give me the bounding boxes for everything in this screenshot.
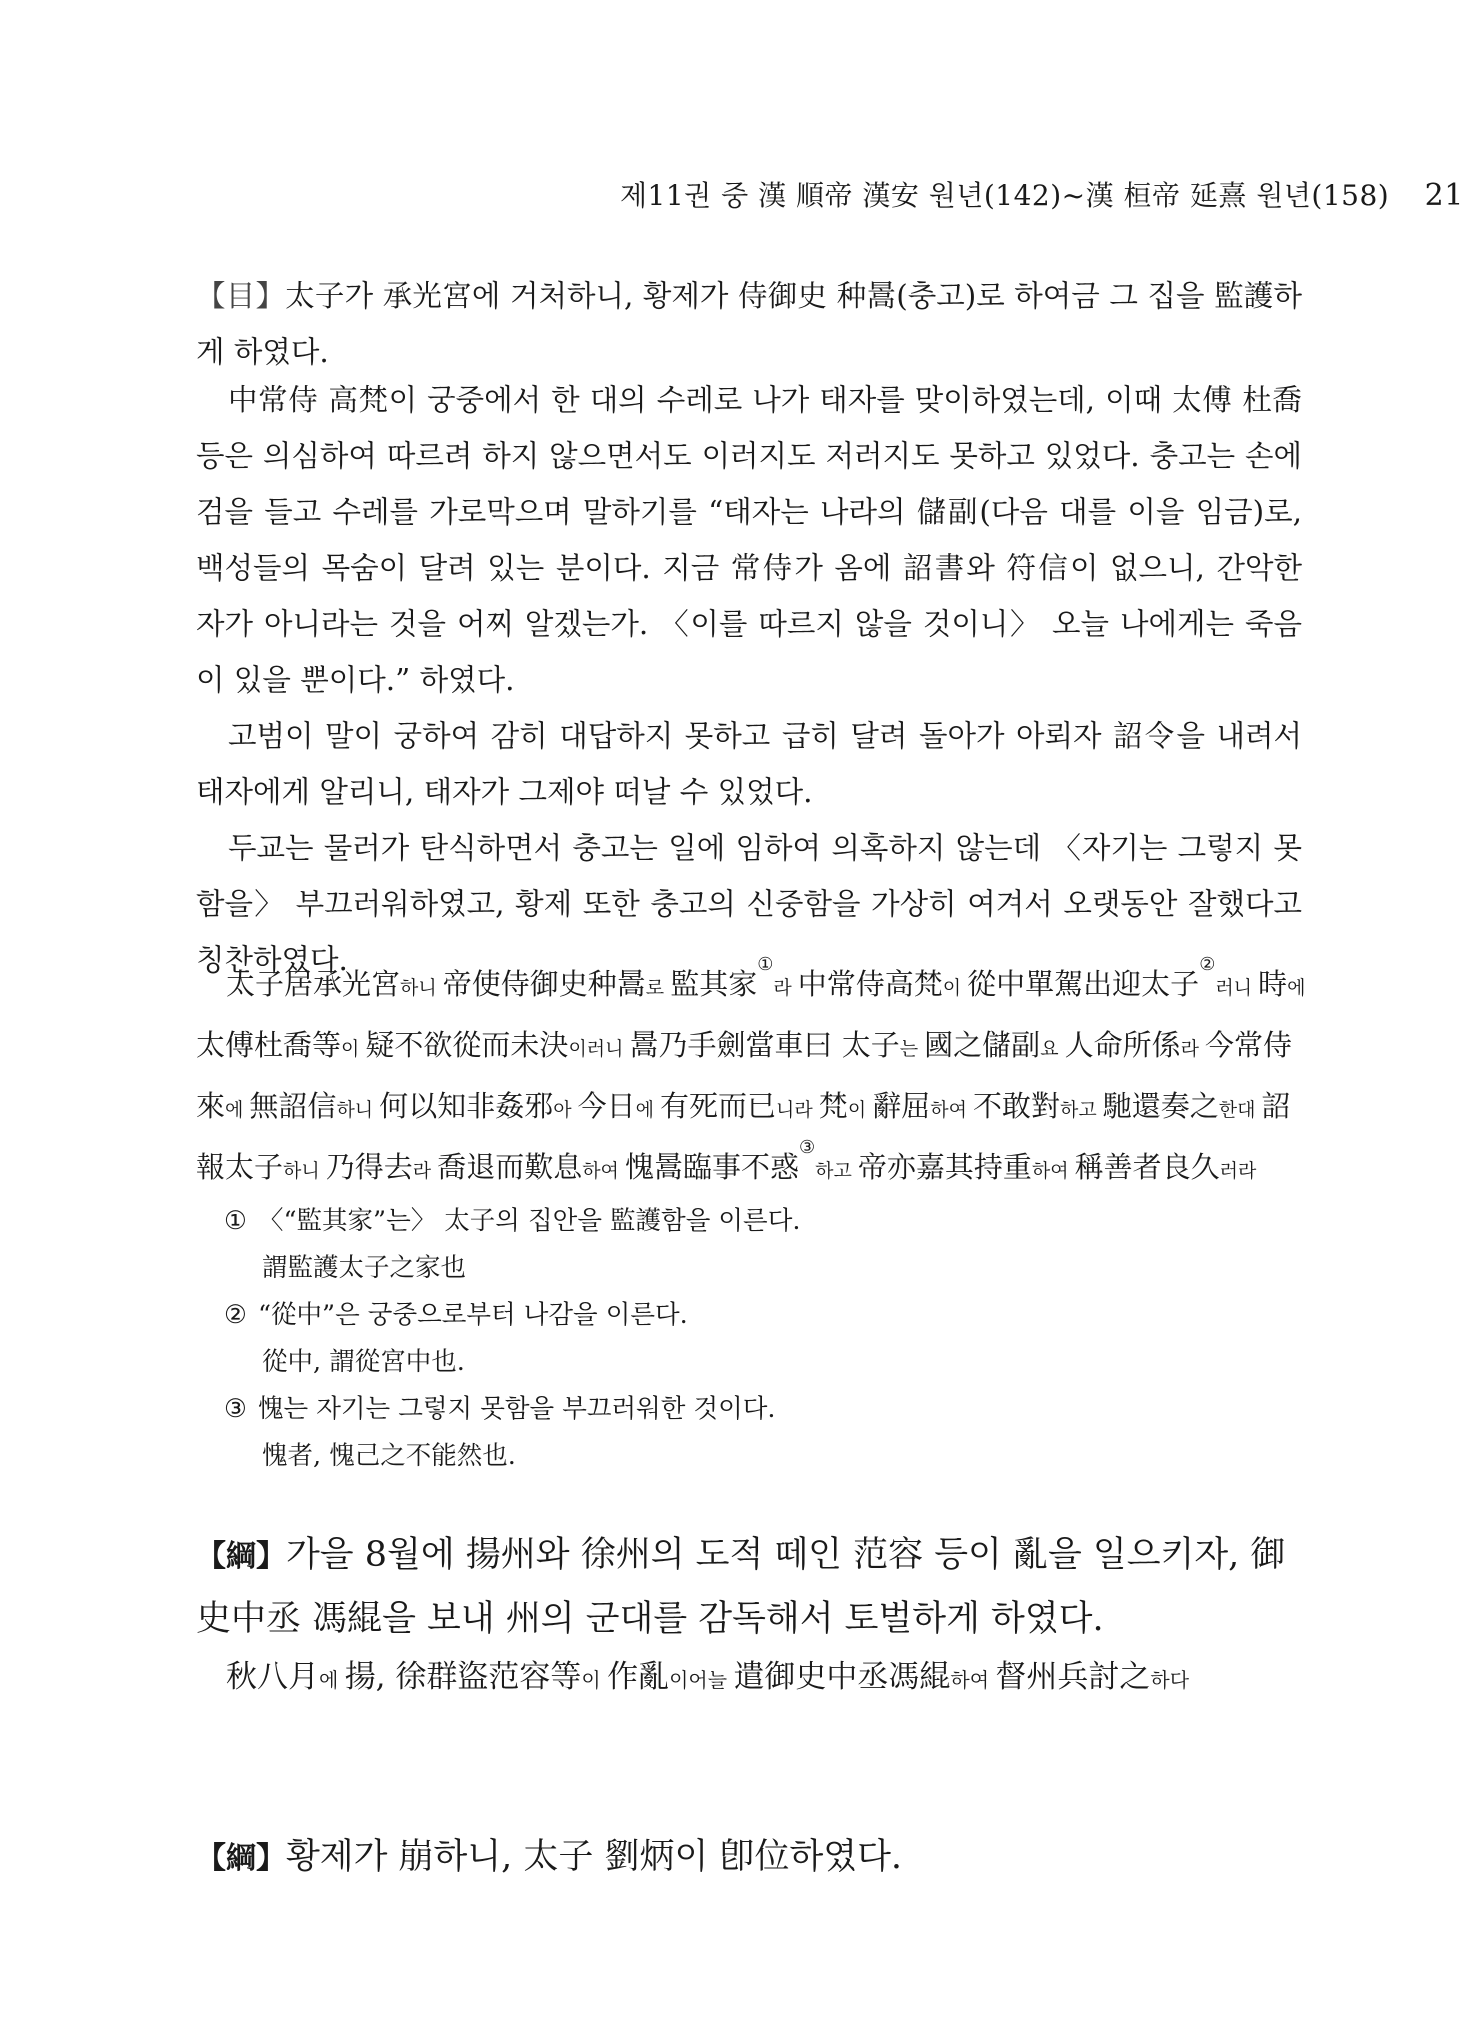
- hanmun-particle: 하고: [815, 1160, 858, 1182]
- translation-paragraph-2: 고범이 말이 궁하여 감히 대답하지 못하고 급히 달려 돌아가 아뢰자 詔令을 내려서 태자에게 알리니, 태자가 그제야 떠날 수 있었다.: [196, 719, 1302, 809]
- mok-text: 太子가 承光宮에 거처하니, 황제가 侍御史 种暠(충고)로 하여금 그 집을 監護하게 하였다.: [196, 279, 1302, 369]
- hanmun-particle: 하니: [336, 1099, 380, 1121]
- hanmun-segment: 今日: [577, 1089, 636, 1123]
- hanmun-particle: 이: [341, 1038, 366, 1060]
- mok-paragraph: [196, 268, 1302, 380]
- hanmun-segment: 梵: [818, 1089, 848, 1123]
- gang-tag: 【綱】: [196, 1539, 286, 1574]
- page-number: 21: [1424, 178, 1464, 213]
- footnote-3: [224, 1386, 1284, 1433]
- footnote-source: 愧者, 愧己之不能然也.: [262, 1441, 516, 1471]
- hanmun-segment: 詔報太子: [196, 1089, 1291, 1184]
- hanmun-segment: 愧暠臨事不惑: [624, 1150, 799, 1184]
- hanmun-segment: 從中單駕出迎太子: [967, 967, 1200, 1001]
- hanmun-segment: 馳還奏之: [1102, 1089, 1219, 1123]
- gang-section-1: [196, 1524, 1306, 1650]
- hanmun-particle: 하니: [400, 977, 443, 999]
- footnote-number: ①: [224, 1206, 247, 1236]
- hanmun-segment: 作亂: [607, 1659, 670, 1695]
- hanmun-particle: 한대: [1218, 1099, 1262, 1121]
- hanmun-segment: 今常侍來: [196, 1028, 1293, 1123]
- gang-tag: 【綱】: [196, 1841, 286, 1876]
- hanmun-segment: 喬退而歎息: [437, 1150, 583, 1184]
- hanmun-original-text-2: [226, 1652, 1296, 1705]
- hanmun-segment: 時: [1258, 967, 1288, 1001]
- footnote-marker: ②: [1199, 954, 1216, 975]
- hanmun-original-text: [196, 956, 1306, 1200]
- hanmun-segment: 人命所係: [1064, 1028, 1181, 1062]
- hanmun-segment: 有死而已: [660, 1089, 777, 1123]
- hanmun-particle: 하다: [1150, 1668, 1190, 1692]
- hanmun-particle: 러니: [1215, 977, 1259, 999]
- hanmun-particle: 라: [1180, 1038, 1206, 1060]
- translation-paragraph-1: 中常侍 高梵이 궁중에서 한 대의 수레로 나가 태자를 맞이하였는데, 이때 太傅 杜喬 등은 의심하여 따르려 하지 않으면서도 이러지도 저러지도 못하고 있었다. 충고는 손에 검을 들고 수레를 가로막으며 말하기를 “태자는 나라의 儲副(다음 대를 이을 임금)로, 백성들의 목숨이 달려 있는 분이다. 지금 常侍가 옴에 詔書와 符信이 없으니, 간악한 자가 아니라는 것을 어찌 알겠는가. 〈이를 따르지 않을 것이니〉 오늘 나에게는 죽음이 있을 뿐이다.” 하였다.: [196, 383, 1302, 697]
- footnote-text: “從中”은 궁중으로부터 나감을 이른다.: [258, 1300, 688, 1330]
- footnote-marker: ③: [798, 1137, 816, 1158]
- hanmun-particle: 에: [319, 1668, 345, 1692]
- hanmun-segment: 辭屈: [872, 1089, 931, 1123]
- hanmun-particle: 에: [225, 1099, 250, 1121]
- hanmun-segment: 帝使侍御史种暠: [442, 967, 646, 1001]
- mok-tag: 【目】: [196, 279, 286, 313]
- footnote-2: [224, 1292, 1284, 1339]
- hanmun-segment: 無詔信: [249, 1089, 337, 1123]
- gang-text: 황제가 崩하니, 太子 劉炳이 卽位하였다.: [286, 1837, 903, 1877]
- hanmun-segment: 何以知非姦邪: [379, 1089, 554, 1123]
- hanmun-segment: 稱善者良久: [1074, 1150, 1220, 1184]
- footnote-number: ②: [224, 1300, 247, 1330]
- hanmun-particle: 아: [553, 1099, 578, 1121]
- hanmun-particle: 에: [635, 1099, 661, 1121]
- footnote-marker: ①: [757, 954, 774, 975]
- hanmun-segment: 帝亦嘉其持重: [857, 1150, 1032, 1184]
- hanmun-particle: 는: [899, 1038, 925, 1060]
- hanmun-segment: 秋八月: [226, 1659, 319, 1695]
- footnote-text: 〈“監其家”는〉 太子의 집안을 監護함을 이른다.: [258, 1206, 801, 1236]
- hanmun-particle: 하니: [283, 1160, 326, 1182]
- footnote-text: 愧는 자기는 그렇지 못함을 부끄러워한 것이다.: [258, 1394, 776, 1424]
- hanmun-segment: 太傅杜喬等: [196, 1028, 342, 1062]
- running-title: 제11권 중 漢 順帝 漢安 원년(142)~漢 桓帝 延熹 원년(158): [620, 179, 1390, 212]
- translation-paragraph-3: 두교는 물러가 탄식하면서 충고는 일에 임하여 의혹하지 않는데 〈자기는 그렇지 못함을〉 부끄러워하였고, 황제 또한 충고의 신중함을 가상히 여겨서 오랫동안 잘했다고 칭찬하였다.: [196, 831, 1302, 977]
- hanmun-particle: 에: [1287, 977, 1306, 999]
- footnote-number: ③: [224, 1394, 247, 1424]
- hanmun-particle: 니라: [776, 1099, 819, 1121]
- hanmun-segment: 國之儲副: [924, 1028, 1041, 1062]
- hanmun-segment: 中常侍高梵: [797, 967, 943, 1001]
- hanmun-segment: 遣御史中丞馮緄: [733, 1659, 951, 1695]
- footnote-source: 謂監護太子之家也: [262, 1253, 467, 1283]
- gang-section-2: [196, 1826, 1306, 1890]
- hanmun-particle: 하여: [582, 1160, 625, 1182]
- hanmun-particle: 러라: [1219, 1160, 1257, 1182]
- translation-body: [196, 372, 1302, 988]
- hanmun-segment: 暠乃手劍當車曰 太子: [629, 1028, 900, 1062]
- hanmun-segment: 疑不欲從而未決: [365, 1028, 569, 1062]
- hanmun-segment: 太子居承光宮: [226, 967, 401, 1001]
- hanmun-segment: 不敢對: [972, 1089, 1060, 1123]
- hanmun-particle: 라: [412, 1160, 438, 1182]
- hanmun-particle: 이: [581, 1668, 608, 1692]
- hanmun-particle: 하여: [1031, 1160, 1075, 1182]
- hanmun-particle: 라: [773, 977, 798, 999]
- hanmun-segment: 監其家: [670, 967, 758, 1001]
- hanmun-segment: 督州兵討之: [995, 1659, 1151, 1695]
- hanmun-particle: 하여: [950, 1668, 996, 1692]
- hanmun-segment: 揚, 徐群盜范容等: [344, 1659, 582, 1695]
- hanmun-segment: 乃得去: [325, 1150, 413, 1184]
- hanmun-particle: 요: [1040, 1038, 1065, 1060]
- hanmun-particle: 이: [942, 977, 968, 999]
- hanmun-particle: 이러니: [568, 1038, 630, 1060]
- hanmun-particle: 하고: [1060, 1099, 1103, 1121]
- hanmun-particle: 하여: [930, 1099, 973, 1121]
- running-header: [620, 174, 1464, 214]
- footnote-1: [224, 1198, 1284, 1245]
- hanmun-particle: 이어늘: [669, 1668, 734, 1692]
- hanmun-particle: 로: [645, 977, 671, 999]
- footnotes: [224, 1198, 1284, 1480]
- mok-section: [196, 268, 1302, 380]
- footnote-source: 從中, 謂從宮中也.: [262, 1347, 465, 1377]
- hanmun-particle: 이: [847, 1099, 873, 1121]
- gang-text: 가을 8월에 揚州와 徐州의 도적 떼인 范容 등이 亂을 일으키자, 御史中丞 馮緄을 보내 州의 군대를 감독해서 토벌하게 하였다.: [196, 1535, 1286, 1639]
